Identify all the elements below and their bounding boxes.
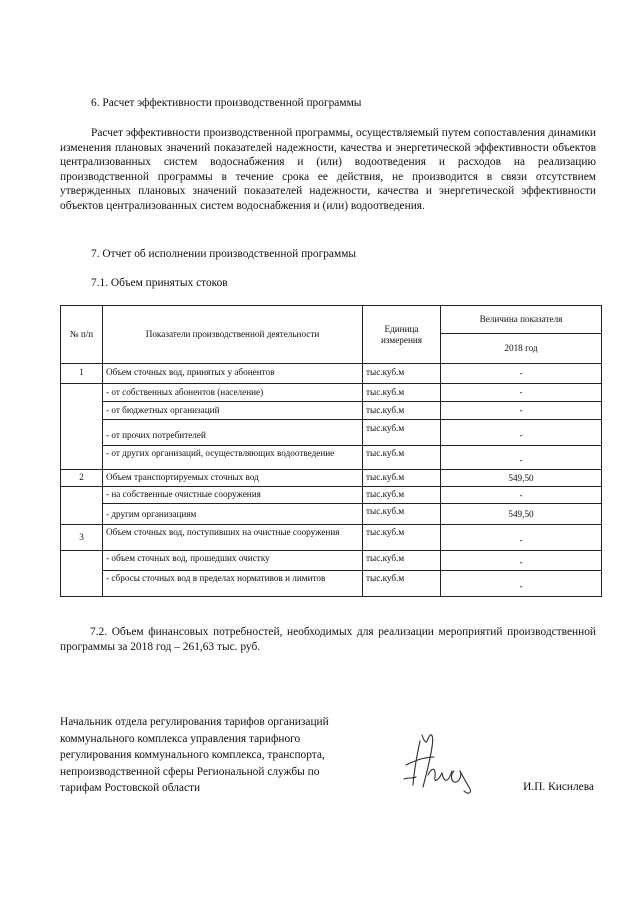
table-row [61, 384, 602, 402]
row-value: 549,50 [441, 504, 602, 525]
row-indicator: - от других организаций, осуществляющих водоотведение [103, 446, 363, 470]
section-6-paragraph: Расчет эффективности производственной программы, осуществляемый путем сопоставления динамики изменения плановых значений показателей надежности, качества и энергетической эффективности объектов централизованных систем водоснабжения и (или) водоотведения и расходов на реализацию производственной программы в течение срока ее действия, не производится в связи отсутствием утвержденных плановых значений показателей надежности, качества и энергетической эффективности объектов централизованных систем водоснабжения и (или) водоотведения. [60, 127, 596, 212]
table-row [61, 551, 602, 571]
row-unit: тыс.куб.м [363, 364, 441, 384]
signer-position-line: Начальник отдела регулирования тарифов организаций [60, 716, 329, 728]
row-unit: тыс.куб.м [363, 525, 441, 551]
table-row [61, 402, 602, 420]
row-unit: тыс.куб.м [363, 551, 441, 571]
signer-position-line: непроизводственной сферы Региональной службы по [60, 765, 320, 778]
row-unit: тыс.куб.м [363, 446, 441, 470]
row-unit: тыс.куб.м [363, 470, 441, 487]
signer-position-line: регулирования коммунального комплекса, транспорта, [60, 749, 325, 762]
row-value: 549,50 [441, 470, 602, 487]
table-row [61, 470, 602, 487]
row-num-empty [61, 487, 103, 525]
row-indicator: - от бюджетных организаций [103, 402, 363, 420]
handwritten-signature [398, 727, 490, 797]
row-value: - [441, 364, 602, 384]
row-indicator: - от прочих потребителей [103, 420, 363, 446]
row-num: 3 [61, 525, 103, 551]
signer-name: И.П. Кисилева [523, 781, 594, 793]
row-unit: тыс.куб.м [363, 384, 441, 402]
row-indicator: Объем сточных вод, поступивших на очистные сооружения [103, 525, 363, 551]
row-value: - [441, 402, 602, 420]
section-7-2-paragraph: 7.2. Объем финансовых потребностей, необходимых для реализации мероприятий производственной программы за 2018 год – 261,63 тыс. руб. [60, 626, 596, 653]
table-row [61, 504, 602, 525]
signer-position-line: тарифам Ростовской области [60, 782, 201, 795]
row-indicator: Объем сточных вод, принятых у абонентов [103, 364, 363, 384]
drainage-volume-table [60, 305, 602, 597]
header-indicator: Показатели производственной деятельности [103, 306, 363, 364]
row-unit: тыс.куб.м [363, 504, 441, 525]
row-unit: тыс.куб.м [363, 420, 441, 446]
header-num: № п/п [61, 306, 103, 364]
table-row [61, 525, 602, 551]
row-num-empty [61, 384, 103, 470]
row-value: - [441, 525, 602, 551]
table-row [61, 487, 602, 504]
row-indicator: - другим организациям [103, 504, 363, 525]
signer-position-line: коммунального комплекса управления тарифного [60, 732, 301, 745]
row-indicator: - объем сточных вод, прошедших очистку [103, 551, 363, 571]
row-value: - [441, 487, 602, 504]
row-value: - [441, 446, 602, 470]
row-indicator: - сбросы сточных вод в пределах нормативов и лимитов [103, 571, 363, 597]
row-value: - [441, 571, 602, 597]
row-indicator: Объем транспортируемых сточных вод [103, 470, 363, 487]
row-value: - [441, 551, 602, 571]
row-unit: тыс.куб.м [363, 571, 441, 597]
row-indicator: - на собственные очистные сооружения [103, 487, 363, 504]
row-num: 1 [61, 364, 103, 384]
header-unit: Единица измерения [363, 306, 441, 364]
row-value: - [441, 420, 602, 446]
signer-position [60, 714, 390, 797]
section-7-1-heading: 7.1. Объем принятых стоков [91, 277, 228, 289]
row-num: 2 [61, 470, 103, 487]
section-7-heading: 7. Отчет об исполнении производственной программы [91, 248, 357, 260]
table-row [61, 364, 602, 384]
section-6-heading: 6. Расчет эффективности производственной программы [91, 97, 362, 109]
table-row [61, 446, 602, 470]
header-year: 2018 год [441, 334, 602, 364]
row-unit: тыс.куб.м [363, 402, 441, 420]
table-row [61, 420, 602, 446]
row-value: - [441, 384, 602, 402]
table-row [61, 571, 602, 597]
row-num-empty [61, 551, 103, 597]
row-indicator: - от собственных абонентов (население) [103, 384, 363, 402]
row-unit: тыс.куб.м [363, 487, 441, 504]
header-value: Величина показателя [441, 306, 602, 334]
